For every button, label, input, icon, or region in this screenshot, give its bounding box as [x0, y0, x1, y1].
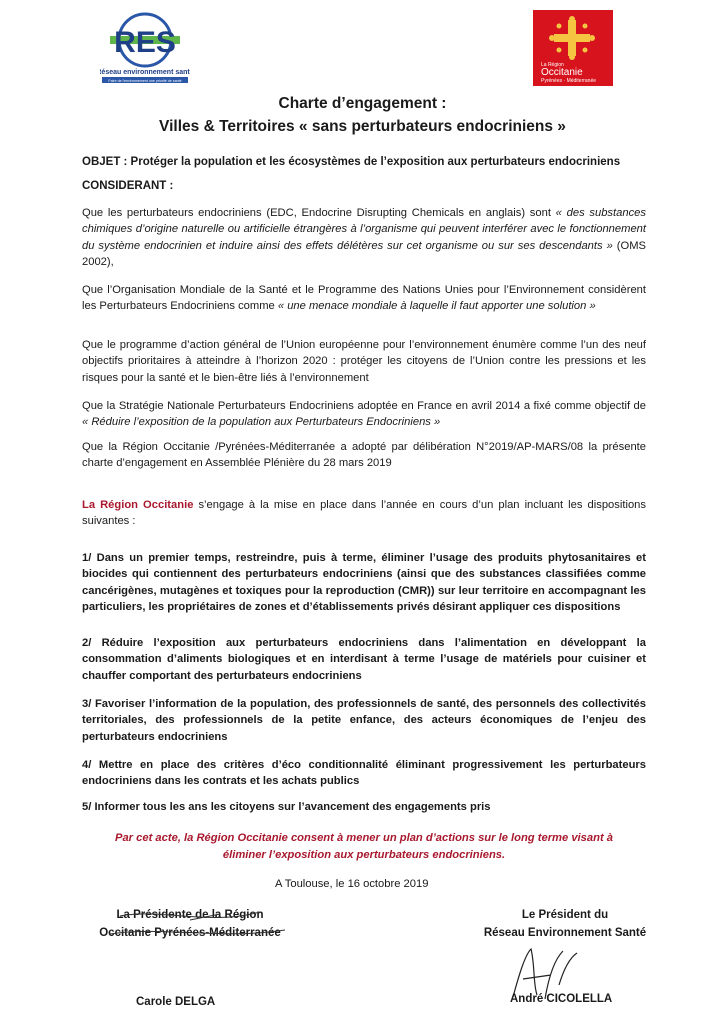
res-name-text: Réseau environnement santé [100, 69, 190, 76]
consideration-1 [82, 205, 646, 270]
left-signature-scribble [100, 900, 300, 944]
title-line-1: Charte d’engagement : [278, 95, 447, 112]
occ-name: Occitanie [541, 67, 583, 78]
title-line-2: Villes & Territoires « sans perturbateurs endocriniens » [159, 118, 566, 135]
consideration-5: Que la Région Occitanie /Pyrénées-Méditerranée a adopté par délibération N°2019/AP-MARS/08 la présente charte d’engagement en Assemblée Plénière du 28 mars 2019 [82, 441, 646, 470]
consideration-3: Que le programme d’action général de l’Union européenne pour l’environnement énumère comme l’un des neuf objectifs prioritaires à atteindre à l’horizon 2020 : protéger les citoyens de l’Union contre les pressions et les risques pour la santé et le bien-être liés à l’environnement [82, 339, 646, 384]
c4-quote: « Réduire l’exposition de la population aux Perturbateurs Endocriniens » [82, 416, 441, 429]
c4-text: Que la Stratégie Nationale Perturbateurs Endocriniens adoptée en France en avril 2014 a fixé comme objectif de [82, 400, 646, 412]
closing-statement [82, 830, 646, 864]
c1-ref: (OMS 2002), [82, 239, 646, 268]
c1-text: Que les perturbateurs endocriniens (EDC, Endocrine Disrupting Chemicals en anglais) sont [82, 207, 556, 219]
c2-quote: « une menace mondiale à laquelle il faut apporter une solution » [277, 300, 596, 313]
occitanie-logo [533, 10, 613, 86]
occitanie-logo-text [541, 62, 596, 84]
c1-quote: « des substances chimiques d’origine naturelle ou artificielle étrangères à l’organisme qui peuvent interférer avec le fonctionnement du système endocrinien et induire ainsi des effets délétères sur cet organisme ou sur ses descendants » [82, 207, 646, 252]
c2-text: Que l’Organisation Mondiale de la Santé et le Programme des Nations Unies pour l’Environnement considèrent les Perturbateurs Endocriniens comme [82, 284, 646, 313]
res-brand-text: RES [114, 26, 176, 59]
considerant-heading: CONSIDERANT : [82, 180, 174, 192]
consideration-2 [82, 282, 646, 315]
commitment-item-1: 1/ Dans un premier temps, restreindre, puis à terme, éliminer l’usage des produits phytosanitaires et biocides qui contiennent des perturbateurs endocriniens (ainsi que des substances classifiées comme cancérigènes, mutagènes et toxiques pour la reproduction (CMR)) sur leur territoire en accompagnant les particuliers, les propriétaires de zones et d’établissements privés désirant appliquer ces dispositions [82, 552, 646, 613]
commitment-item-3: 3/ Favoriser l’information de la population, des professionnels de santé, des personnels des collectivités territoriales, des professionnels de la petite enfance, des acteurs économiques de l’enjeu des perturbateurs endocriniens [82, 698, 646, 743]
commitment-item-5: 5/ Informer tous les ans les citoyens sur l’avancement des engagements pris [82, 801, 491, 813]
right-title-1: Le Président du [521, 909, 609, 921]
engagement-lead: La Région Occitanie [82, 499, 194, 511]
left-title-1: La Présidente de la Région [116, 909, 264, 921]
commitment-item-4: 4/ Mettre en place des critères d’éco conditionnalité éliminant progressivement les perturbateurs endocriniens dans les contrats et les achats publics [82, 759, 646, 788]
dateline: A Toulouse, le 16 octobre 2019 [275, 878, 429, 890]
right-signatory-name: André CICOLELLA [510, 993, 613, 1005]
occ-prefix: La Région [541, 62, 564, 68]
signatory-right-title [460, 906, 670, 942]
consideration-4 [82, 398, 646, 431]
engagement-rest: s’engage à la mise en place dans l’année en cours d’un plan incluant les dispositions suivantes : [82, 499, 646, 528]
occ-sub: Pyrénées · Méditerranée [541, 78, 597, 84]
right-title-2: Réseau Environnement Santé [483, 927, 647, 939]
left-title-2: Occitanie Pyrénées-Méditerranée [99, 927, 281, 939]
res-logo [100, 12, 190, 84]
res-tagline-text: Faire de l'environnement une priorité de santé [108, 79, 182, 83]
objet-line: OBJET : Protéger la population et les écosystèmes de l’exposition aux perturbateurs endocriniens [82, 156, 621, 168]
commitment-item-2: 2/ Réduire l’exposition aux perturbateurs endocriniens dans l’alimentation en développant la consommation d’aliments biologiques et en interdisant à terme l’usage de matériels pour cuisiner et chauffer comportant des perturbateurs endocriniens [82, 637, 646, 682]
closing-line-2: éliminer l’exposition aux perturbateurs endocriniens. [222, 849, 506, 861]
left-signatory-name: Carole DELGA [136, 996, 216, 1008]
engagement-paragraph [82, 497, 646, 530]
occitan-cross-icon [547, 16, 597, 60]
closing-line-1: Par cet acte, la Région Occitanie consent à mener un plan d’actions sur le long terme visant à [115, 832, 613, 844]
